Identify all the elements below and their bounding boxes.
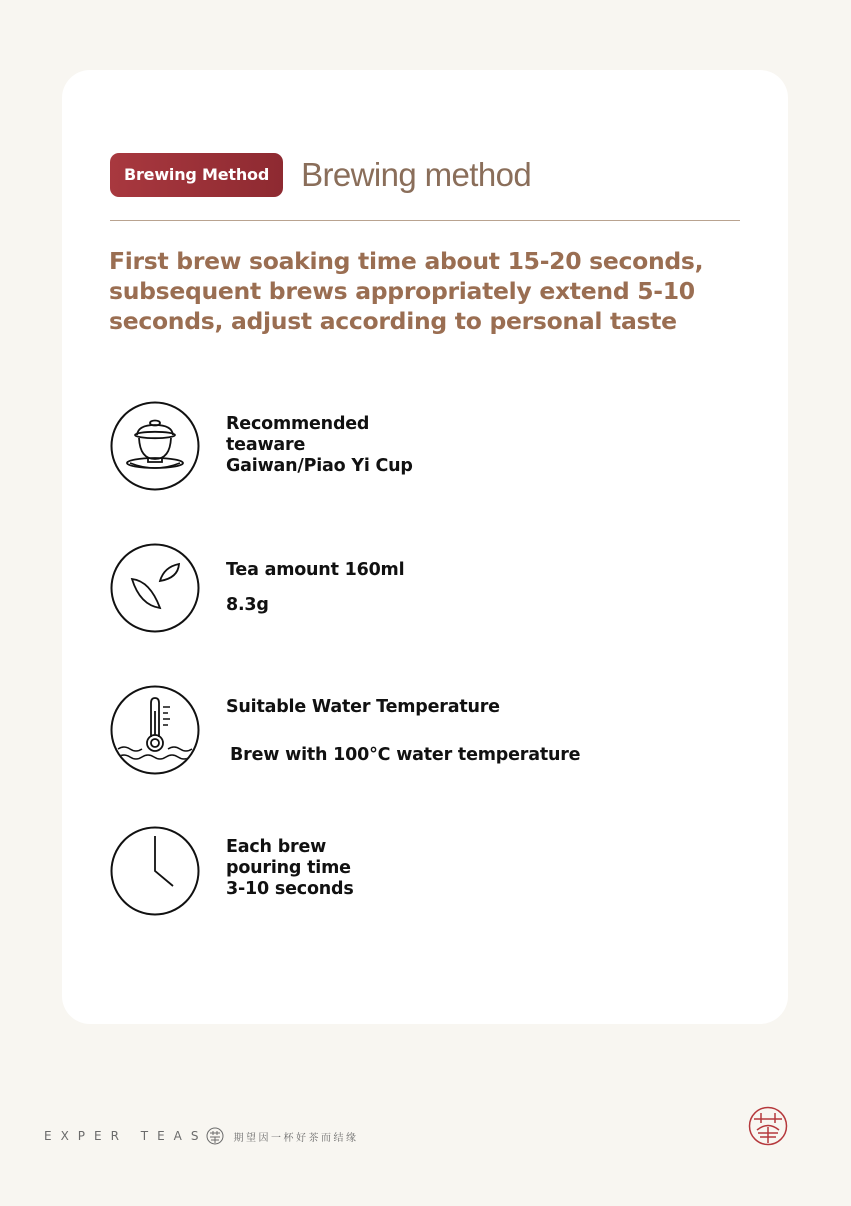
intro-line-1: First brew soaking time about 15-20 seconds, (109, 247, 704, 275)
brand-name: EXPER TEAS (44, 1129, 208, 1143)
intro-text (109, 246, 739, 336)
tea-amount-text (226, 560, 404, 616)
pouring-line-1: Each brew (226, 837, 327, 857)
teaware-text (226, 414, 413, 477)
teaware-line-3: Gaiwan/Piao Yi Cup (226, 456, 413, 476)
pouring-line-3: 3-10 seconds (226, 879, 354, 899)
clock-icon (110, 826, 200, 916)
gaiwan-icon (110, 401, 200, 491)
footer-brand (44, 1127, 359, 1145)
temperature-line-1: Suitable Water Temperature (226, 697, 500, 717)
temperature-text (226, 697, 580, 766)
pouring-line-2: pouring time (226, 858, 351, 878)
seal-logo-icon (748, 1106, 788, 1146)
temperature-line-2: Brew with 100°C water temperature (230, 745, 581, 765)
tea-amount-line-1: Tea amount 160ml (226, 560, 405, 580)
intro-line-3: seconds, adjust according to personal taste (109, 307, 677, 335)
brewing-card (62, 70, 788, 1024)
divider (110, 220, 740, 221)
info-item-water-temperature (110, 685, 710, 775)
info-item-tea-amount (110, 543, 710, 633)
brand-slogan: 期望因一杯好茶而结缘 (233, 1132, 359, 1144)
thermometer-icon (110, 685, 200, 775)
tea-leaves-icon (110, 543, 200, 633)
section-header (110, 152, 531, 198)
intro-line-2: subsequent brews appropriately extend 5-10 (109, 277, 695, 305)
section-title: Brewing method (301, 156, 532, 193)
tea-amount-line-2: 8.3g (226, 595, 269, 615)
info-item-teaware (110, 401, 710, 491)
info-item-pouring-time (110, 826, 710, 916)
teaware-line-1: Recommended (226, 414, 370, 434)
brand-logo-icon (206, 1127, 224, 1145)
pouring-time-text (226, 837, 354, 900)
section-badge: Brewing Method (110, 153, 283, 197)
teaware-line-2: teaware (226, 435, 306, 455)
